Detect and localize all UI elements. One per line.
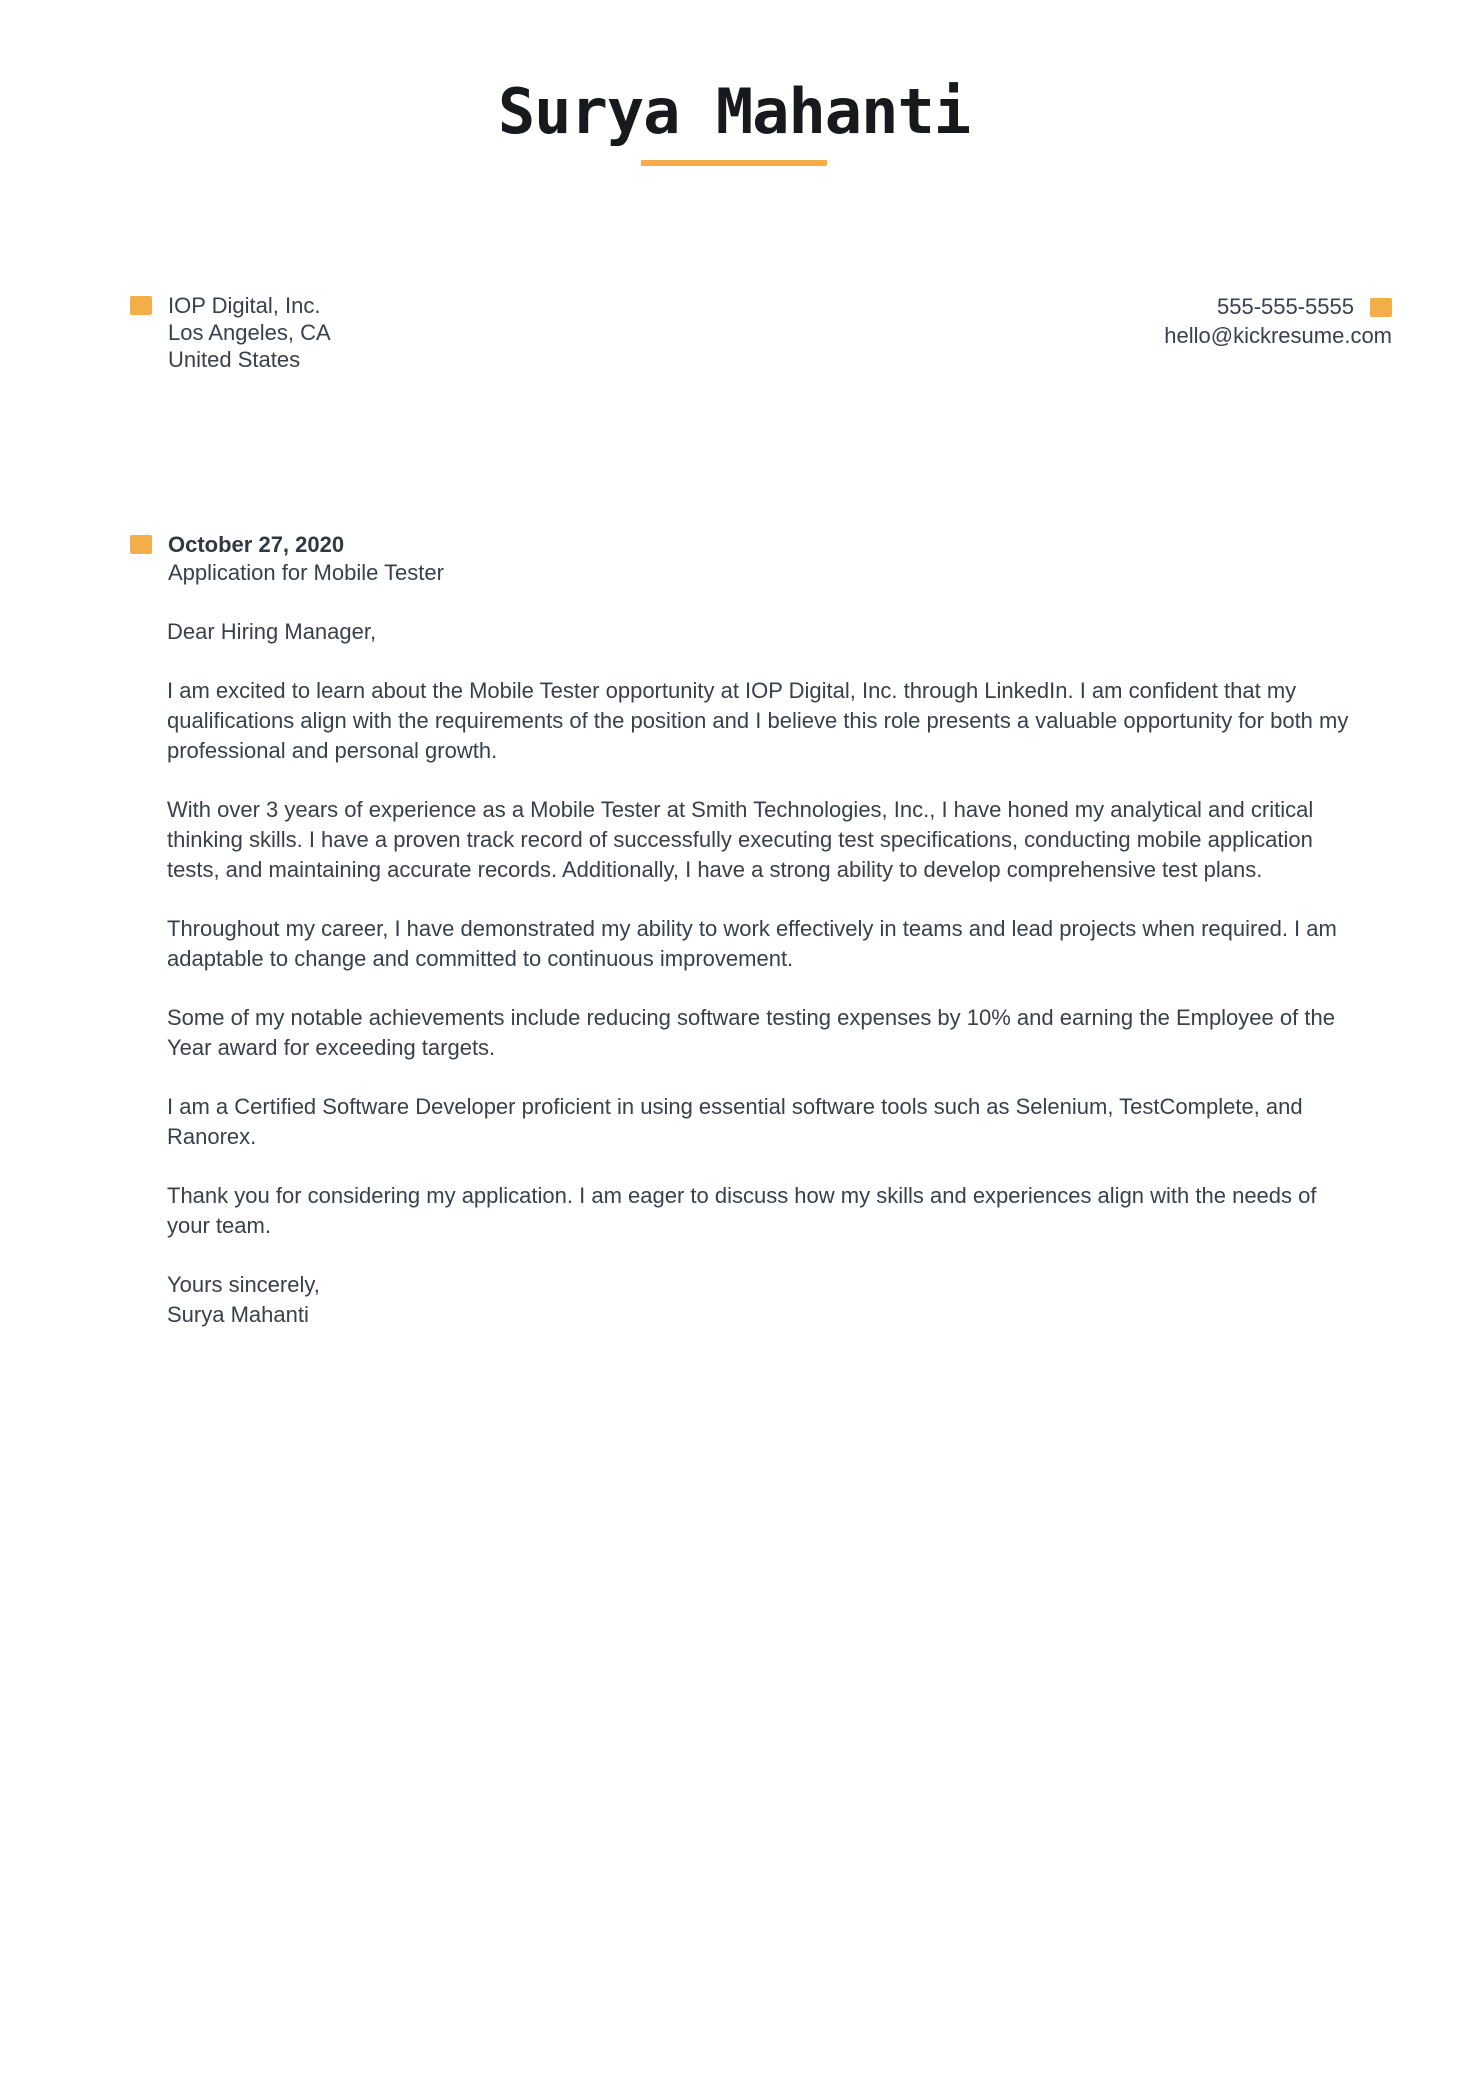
body-paragraph: Thank you for considering my application. I am eager to discuss how my skills and experiences align with the needs of your team. [167,1183,1317,1239]
page-title: Surya Mahanti [497,75,971,148]
recipient-company: IOP Digital, Inc. [168,293,321,319]
sender-email: hello@kickresume.com [1164,323,1392,349]
valediction: Yours sincerely, [167,1272,320,1298]
square-bullet-icon [130,296,152,315]
signature: Surya Mahanti [167,1302,309,1328]
closing-block [167,1270,1362,1330]
sender-phone-line [1164,292,1392,321]
date-subject-block [0,531,1468,587]
letter-date: October 27, 2020 [168,532,345,558]
recipient-city: Los Angeles, CA [168,320,331,346]
title-underline-accent [641,160,827,166]
recipient-address [168,292,331,373]
body-paragraph: I am a Certified Software Developer proficient in using essential software tools such as Selenium, TestComplete, and Ranorex. [167,1094,1303,1150]
closing-lines [167,1270,1362,1330]
sender-block [1164,292,1392,350]
salutation: Dear Hiring Manager, [167,619,377,645]
body-paragraph: Throughout my career, I have demonstrated my ability to work effectively in teams and lead projects when required. I am adaptable to change and committed to continuous improvement. [167,916,1337,972]
body-paragraph: I am excited to learn about the Mobile Tester opportunity at IOP Digital, Inc. through LinkedIn. I am confident that my qualifications align with the requirements of the position and I believe this role presents a valuable opportunity for both my professional and personal growth. [167,678,1349,764]
square-bullet-icon [1370,298,1392,317]
contact-section [0,292,1468,373]
letter-header [0,0,1468,166]
square-bullet-icon [130,535,152,554]
recipient-country: United States [168,347,301,373]
sender-phone: 555-555-5555 [1216,294,1354,320]
recipient-block [130,292,331,373]
body-paragraph: Some of my notable achievements include reducing software testing expenses by 10% and earning the Employee of the Year award for exceeding targets. [167,1005,1335,1061]
body-paragraph: With over 3 years of experience as a Mobile Tester at Smith Technologies, Inc., I have honed my analytical and critical thinking skills. I have a proven track record of successfully executing test specifications, conducting mobile application tests, and maintaining accurate records. Additionally, I have a strong ability to develop comprehensive test plans. [167,797,1314,883]
letter-subject: Application for Mobile Tester [168,560,444,586]
date-subject-lines [168,531,444,587]
letter-body [0,617,1362,1330]
